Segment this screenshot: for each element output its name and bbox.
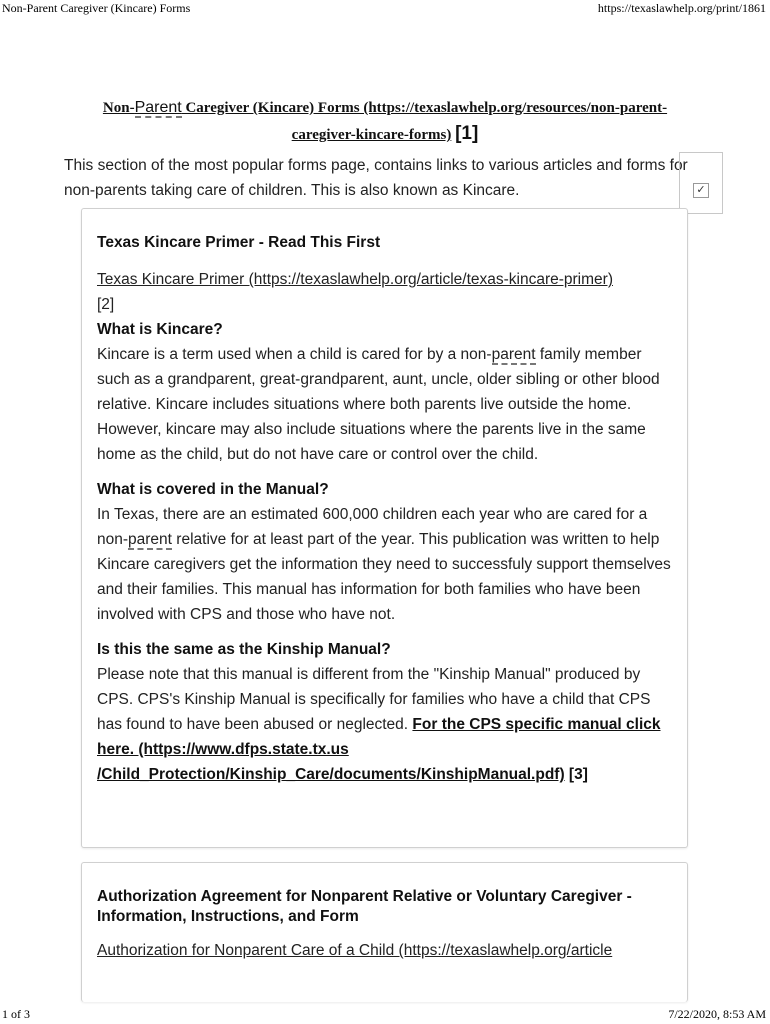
page-count: 1 of 3 xyxy=(2,1007,30,1021)
section-text: Please note that this manual is different from the "Kinship Manual" produced by CPS. CPS's Kinship Manual is specifically for families who have a child that CPS has found to have been abused or neglected. For the CPS specific manual click here. (https://www.dfps.state.tx.us /Child_Protection/Kinship_Care/documents/KinshipManual.pdf) [3] xyxy=(97,666,661,783)
print-header-url: https://texaslawhelp.org/print/1861 xyxy=(597,1,766,15)
kincare-primer-link[interactable]: Texas Kincare Primer (https://texaslawhelp.org/article/texas-kincare-primer) xyxy=(97,271,613,288)
title-link[interactable]: Non-Parent Caregiver (Kincare) Forms (https://texaslawhelp.org/resources/non-parent- caregiver-kincare-forms) xyxy=(102,99,668,143)
card-title: Authorization Agreement for Nonparent Relative or Voluntary Caregiver - Information, Instructions, and Form xyxy=(97,888,632,925)
page-title xyxy=(60,95,710,148)
intro-text: This section of the most popular forms page, contains links to various articles and forms for non-parents taking care of children. This is also known as Kincare. xyxy=(64,157,688,199)
cps-manual-link[interactable]: For the CPS specific manual click here. (https://www.dfps.state.tx.us /Child_Protection/Kinship_Care/documents/KinshipManual.pdf) xyxy=(97,716,661,783)
section-heading: What is Kincare? xyxy=(97,321,223,338)
card-body xyxy=(97,267,677,787)
title-reference: [1] xyxy=(455,123,479,144)
check-icon[interactable]: ✓ xyxy=(693,183,709,198)
glossary-term-parent[interactable]: Parent xyxy=(134,99,182,116)
authorization-agreement-card xyxy=(81,862,688,1002)
authorization-form-link[interactable]: Authorization for Nonparent Care of a Child (https://texaslawhelp.org/article xyxy=(97,942,613,959)
card-title: Texas Kincare Primer - Read This First xyxy=(97,234,381,251)
kincare-primer-card xyxy=(81,208,688,848)
card-body xyxy=(97,940,677,962)
section-heading: What is covered in the Manual? xyxy=(97,481,329,498)
glossary-term-parent[interactable]: parent xyxy=(128,531,172,548)
link-reference: [2] xyxy=(97,296,115,313)
print-timestamp: 7/22/2020, 8:53 AM xyxy=(668,1007,766,1021)
glossary-term-parent[interactable]: parent xyxy=(491,346,536,363)
print-header-title: Non-Parent Caregiver (Kincare) Forms xyxy=(2,1,191,15)
section-text: Kincare is a term used when a child is cared for by a non-parent family member such as a grandparent, great-grandparent, aunt, uncle, older sibling or other blood relative. Kincare includes situations where both parents live outside the home. However, kincare may also include situations where the parents live in the same home as the child, but do not have care or control over the child. xyxy=(97,346,660,463)
section-text: In Texas, there are an estimated 600,000 children each year who are cared for a non-parent relative for at least part of the year. This publication was written to help Kincare caregivers get the information they need to successfuly support themselves and their families. This manual has information for both families who have been involved with CPS and those who have not. xyxy=(97,506,671,623)
section-heading: Is this the same as the Kinship Manual? xyxy=(97,641,391,658)
